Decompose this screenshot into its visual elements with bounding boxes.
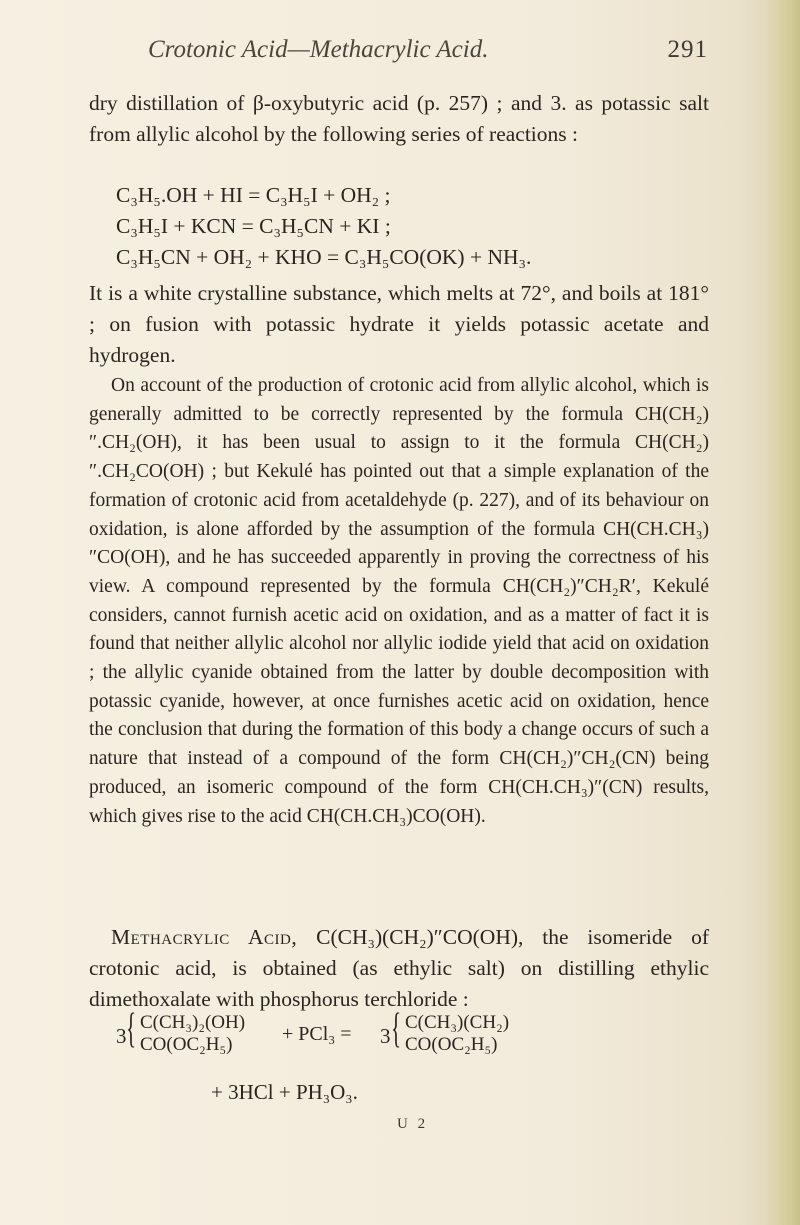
paragraph-2: It is a white crystalline substance, which melts at 72°, and boils at 181° ; on fusion with potassic hydrate it yields potassic acetate and hydrogen. (89, 281, 709, 367)
formula-left-bottom: CO(OC₂H₅) (140, 1034, 233, 1055)
formula-left-top: C(CH₃)₂(OH) (140, 1012, 246, 1033)
reaction-tail: + 3HCl + PH₃O₃. (211, 1080, 358, 1104)
formula-right-bottom: CO(OC₂H₅) (405, 1034, 498, 1055)
formula-right-top: C(CH₃)(CH₂) (405, 1012, 510, 1033)
page-edge-shading (764, 0, 800, 1225)
equation-line: C₃H₅I + KCN = C₃H₅CN + KI ; (116, 214, 391, 238)
paragraph-4-text: C(CH₃)(CH₂)″CO(OH), the isomeride of crotonic acid, is obtained (as ethylic salt) on distilling ethylic dimethoxalate with phosphorus terchloride : (89, 925, 709, 1011)
paragraph-3: On account of the production of crotonic acid from allylic alcohol, which is generally admitted to be correctly represented by the formula CH(CH₂)″.CH₂(OH), it has been usual to assign to it the formula CH(CH₂)″.CH₂CO(OH) ; but Kekulé has pointed out that a simple explanation of the formation of crotonic acid from acetaldehyde (p. 227), and of its behaviour on oxidation, is alone afforded by the assumption of the formula CH(CH.CH₃)″CO(OH), and he has succeeded apparently in proving the correctness of his view. A compound represented by the formula CH(CH₂)″CH₂R′, Kekulé considers, cannot furnish acetic acid on oxidation, and as a matter of fact it is found that neither allylic alcohol nor allylic iodide yield that acid on oxidation ; the allylic cyanide obtained from the latter by double decomposition with potassic cyanide, however, at once furnishes acetic acid on oxidation, hence the conclusion that during the formation of this body a change occurs of such a nature that instead of a compound of the form CH(CH₂)″CH₂(CN) being produced, an isomeric compound of the form CH(CH.CH₃)″(CN) results, which gives rise to the acid CH(CH.CH₃)CO(OH). (89, 375, 709, 827)
signature-mark: U 2 (397, 1116, 429, 1132)
left-brace: { (126, 1006, 137, 1052)
section-heading-methacrylic-acid: Methacrylic Acid, (111, 925, 298, 949)
coefficient-right: 3 (380, 1024, 391, 1048)
running-title: Crotonic Acid—Methacrylic Acid. (148, 36, 489, 63)
equation-line: C₃H₅.OH + HI = C₃H₅I + OH₂ ; (116, 183, 391, 207)
paragraph-4 (89, 922, 709, 1015)
equation-block (116, 180, 736, 273)
coefficient-left: 3 (116, 1024, 127, 1048)
page-number: 291 (667, 36, 708, 63)
reaction-equation (116, 1006, 676, 1102)
equation-line: C₃H₅CN + OH₂ + KHO = C₃H₅CO(OK) + NH₃. (116, 245, 532, 269)
paragraph-1: dry distillation of β-oxybutyric acid (p. 257) ; and 3. as potassic salt from allylic alcohol by the following series of reactions : (89, 91, 709, 146)
middle-operator: + PCl₃ = (282, 1023, 352, 1045)
right-brace: { (391, 1006, 402, 1052)
running-header (148, 36, 708, 64)
